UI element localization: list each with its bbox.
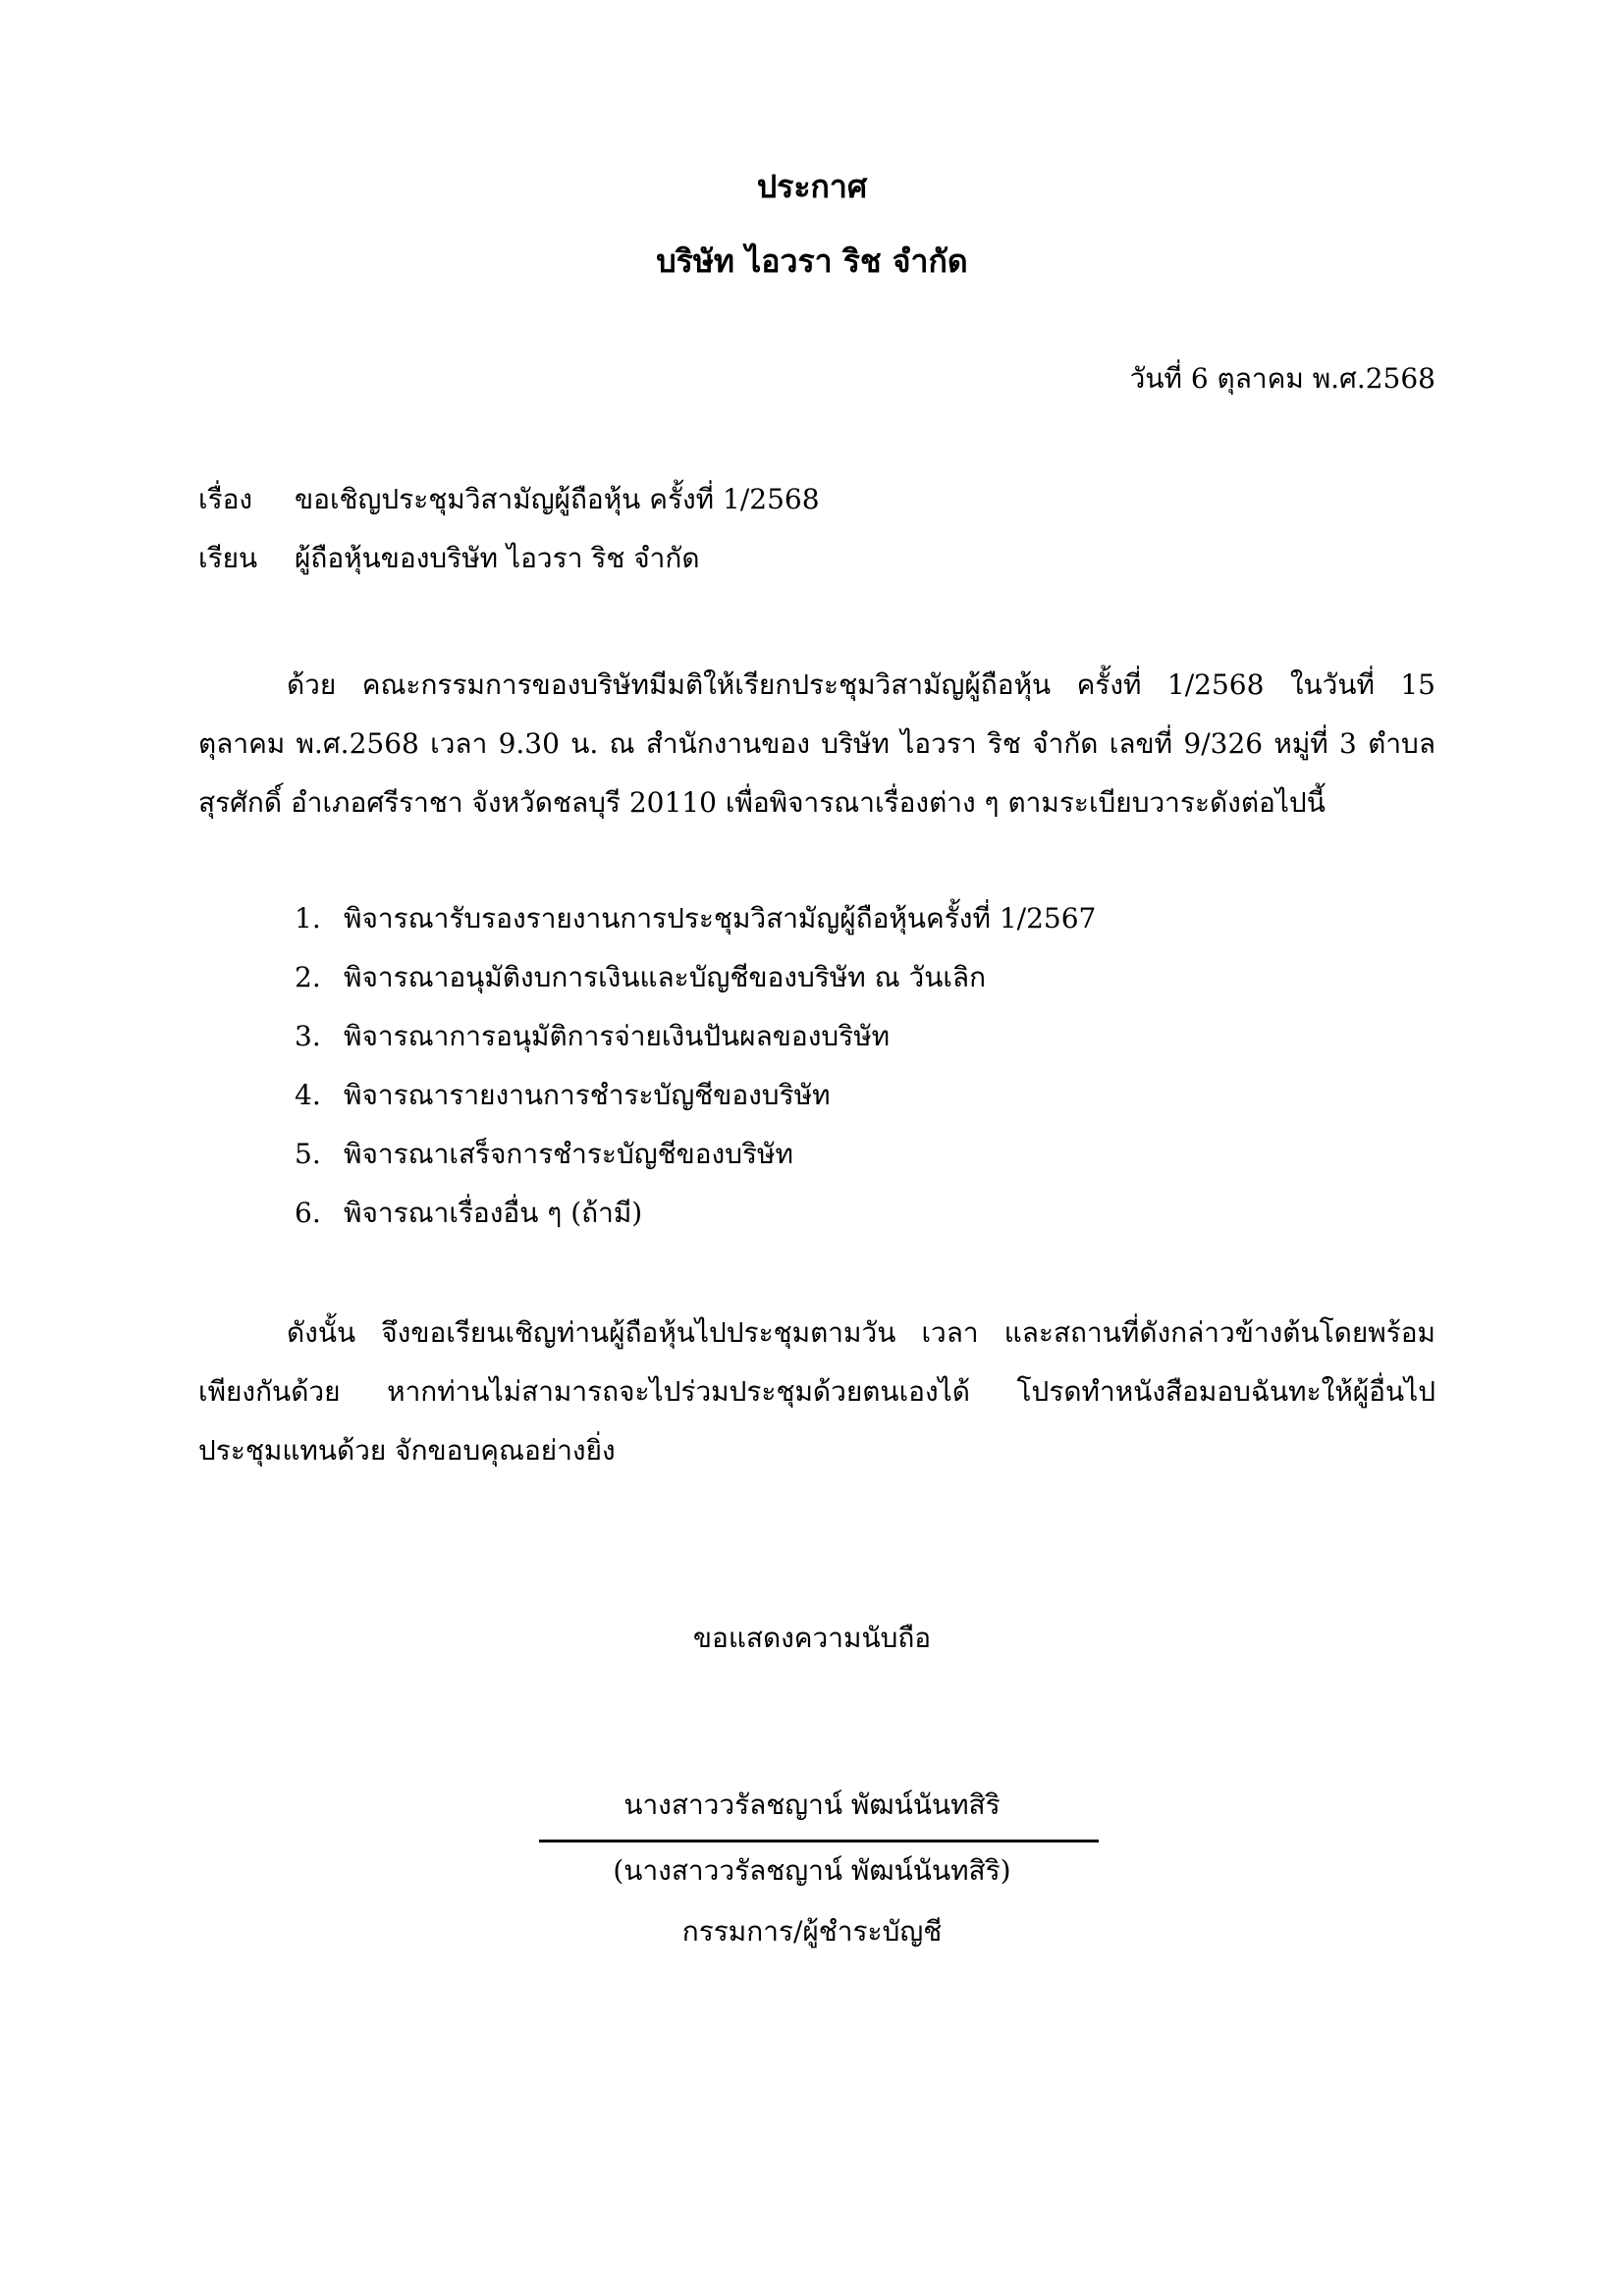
agenda-item-number: 3. [295, 1020, 321, 1052]
agenda-item-text: พิจารณาอนุมัติงบการเงินและบัญชีของบริษัท ณ วันเลิก [344, 961, 987, 993]
signer-position: กรรมการ/ผู้ชำระบัญชี [681, 1915, 943, 1948]
agenda-item-number: 1. [295, 902, 321, 934]
agenda-item [295, 889, 1096, 948]
document-date: วันที่ 6 ตุลาคม พ.ศ.2568 [1129, 362, 1435, 395]
agenda-item-number: 5. [295, 1138, 321, 1170]
closing-paragraph: ดังนั้น จึงขอเรียนเชิญท่านผู้ถือหุ้นไปประชุมตามวัน เวลา และสถานที่ดังกล่าวข้างต้นโดยพร้อมเพียงกันด้วย หากท่านไม่สามารถจะไปร่วมประชุมด้วยตนเองได้ โปรดทำหนังสือมอบฉันทะให้ผู้อื่นไปประชุมแทนด้วย จักขอบคุณอย่างยิ่ง [198, 1316, 1435, 1467]
salutation: ขอแสดงความนับถือ [692, 1622, 932, 1654]
agenda-item-number: 6. [295, 1197, 321, 1229]
agenda-item [295, 1184, 1096, 1243]
agenda-item-text: พิจารณาการอนุมัติการจ่ายเงินปันผลของบริษัท [344, 1020, 891, 1052]
agenda-item-number: 4. [295, 1079, 321, 1111]
agenda-list [295, 889, 1096, 1243]
agenda-item [295, 948, 1096, 1007]
recipient-label: เรียน [198, 542, 258, 574]
agenda-item-text: พิจารณารับรองรายงานการประชุมวิสามัญผู้ถือหุ้นครั้งที่ 1/2567 [344, 902, 1097, 934]
agenda-item [295, 1007, 1096, 1066]
recipient-row [198, 539, 700, 578]
agenda-item [295, 1066, 1096, 1125]
subject-row [198, 480, 820, 519]
agenda-item-text: พิจารณาเรื่องอื่น ๆ (ถ้ามี) [344, 1197, 643, 1229]
signer-name: นางสาววรัลชญาน์ พัฒน์นันทสิริ [623, 1789, 1001, 1821]
document-title: ประกาศ [756, 168, 868, 205]
agenda-item [295, 1125, 1096, 1184]
subject-label: เรื่อง [198, 483, 253, 515]
signature-line [539, 1840, 1099, 1842]
printed-name: (นางสาววรัลชญาน์ พัฒน์นันทสิริ) [613, 1854, 1011, 1887]
intro-paragraph: ด้วย คณะกรรมการของบริษัทมีมติให้เรียกประชุมวิสามัญผู้ถือหุ้น ครั้งที่ 1/2568 ในวันที่ 15 ตุลาคม พ.ศ.2568 เวลา 9.30 น. ณ สำนักงานของ บริษัท ไอวรา ริช จำกัด เลขที่ 9/326 หมู่ที่ 3 ตำบลสุรศักดิ์ อำเภอศรีราชา จังหวัดชลบุรี 20110 เพื่อพิจารณาเรื่องต่าง ๆ ตามระเบียบวาระดังต่อไปนี้ [198, 668, 1435, 819]
agenda-item-text: พิจารณารายงานการชำระบัญชีของบริษัท [344, 1079, 831, 1111]
company-name: บริษัท ไอวรา ริช จำกัด [656, 242, 968, 280]
agenda-item-number: 2. [295, 961, 321, 993]
agenda-item-text: พิจารณาเสร็จการชำระบัญชีของบริษัท [344, 1138, 793, 1170]
subject-text: ขอเชิญประชุมวิสามัญผู้ถือหุ้น ครั้งที่ 1/2568 [295, 483, 820, 515]
recipient-text: ผู้ถือหุ้นของบริษัท ไอวรา ริช จำกัด [295, 542, 700, 574]
